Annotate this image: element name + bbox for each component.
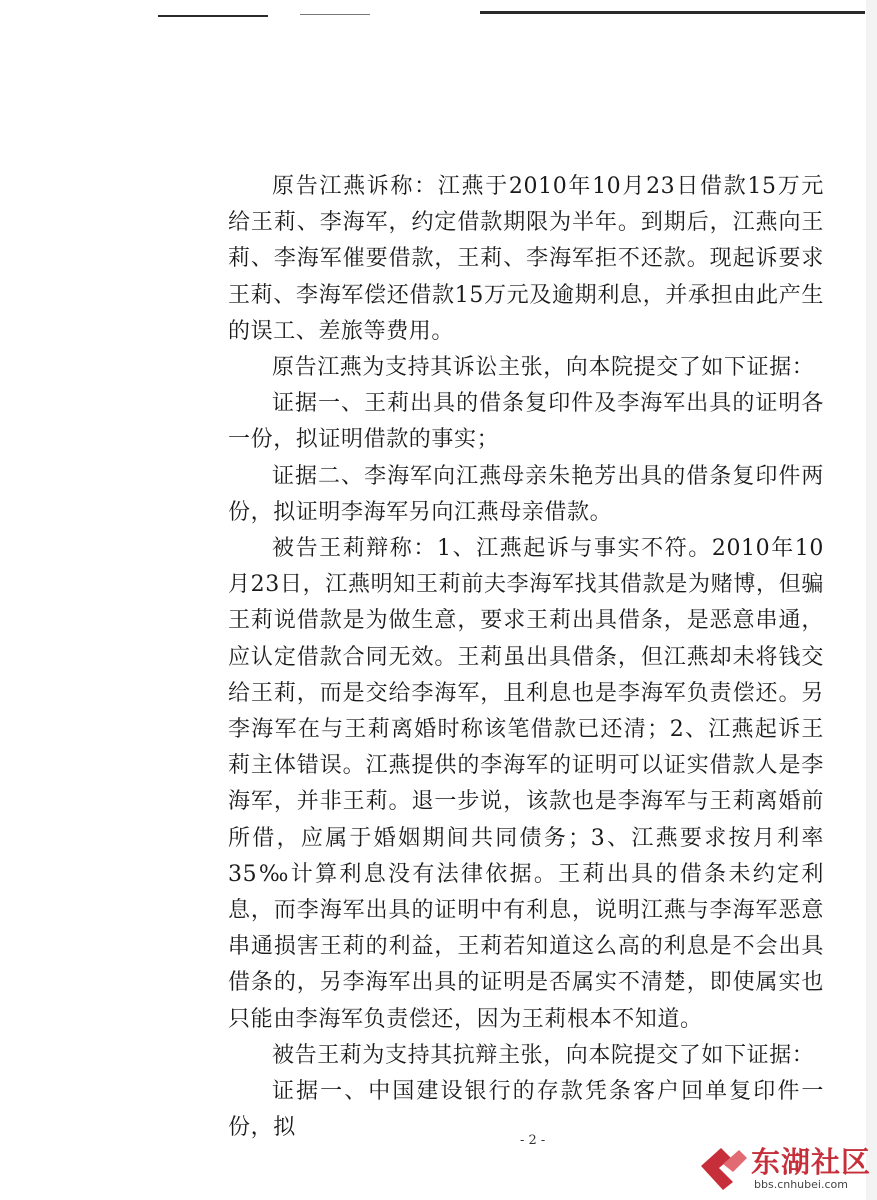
paragraph-defendant-defense: 被告王莉辩称：1、江燕起诉与事实不符。2010年10月23日，江燕明知王莉前夫李海军找其借款是为赌博，但骗王莉说借款是为做生意，要求王莉出具借条，是恶意串通，应认定借款合同无效。王莉虽出具借条，但江燕却未将钱交给王莉，而是交给李海军，且利息也是李海军负责偿还。另李海军在与王莉离婚时称该笔借款已还清；2、江燕起诉王莉主体错误。江燕提供的李海军的证明可以证实借款人是李海军，并非王莉。退一步说，该款也是李海军与王莉离婚前所借，应属于婚姻期间共同债务；3、江燕要求按月利率 35‰计算利息没有法律依据。王莉出具的借条未约定利息，而李海军出具的证明中有利息，说明江燕与李海军恶意串通损害王莉的利益，王莉若知道这么高的利息是不会出具借条的，另李海军出具的证明是否属实不清楚，即使属实也只能由李海军负责偿还，因为王莉根本不知道。	[228, 536, 824, 1032]
paragraph-defendant-evidence-1: 证据一、中国建设银行的存款凭条客户回单复印件一份，拟	[228, 1079, 824, 1141]
scan-edge-line	[300, 14, 370, 15]
paragraph-plaintiff-claim: 原告江燕诉称：江燕于2010年10月23日借款15万元给王莉、李海军，约定借款期限为半年。到期后，江燕向王莉、李海军催要借款，王莉、李海军拒不还款。现起诉要求王莉、李海军偿还借款15万元及逾期利息，并承担由此产生的误工、差旅等费用。	[228, 174, 824, 344]
watermark-url: bbs.cnhubei.com	[754, 1178, 848, 1191]
paragraph-plaintiff-evidence-1: 证据一、王莉出具的借条复印件及李海军出具的证明各一份，拟证明借款的事实；	[228, 391, 824, 453]
paragraph-defendant-evidence-intro: 被告王莉为支持其抗辩主张，向本院提交了如下证据：	[272, 1042, 815, 1068]
site-watermark	[697, 1138, 872, 1196]
watermark-site-name: 东湖社区	[751, 1145, 872, 1179]
watermark-logo-icon	[697, 1142, 751, 1192]
page-number: - 2 -	[520, 1133, 546, 1148]
scan-edge-line	[480, 11, 865, 14]
paragraph-plaintiff-evidence-intro: 原告江燕为支持其诉讼主张，向本院提交了如下证据：	[272, 355, 815, 381]
scan-edge-line	[158, 15, 268, 17]
document-body	[228, 169, 824, 1146]
paragraph-plaintiff-evidence-2: 证据二、李海军向江燕母亲朱艳芳出具的借条复印件两份，拟证明李海军另向江燕母亲借款。	[228, 463, 824, 525]
scan-margin-shadow	[866, 0, 877, 1200]
